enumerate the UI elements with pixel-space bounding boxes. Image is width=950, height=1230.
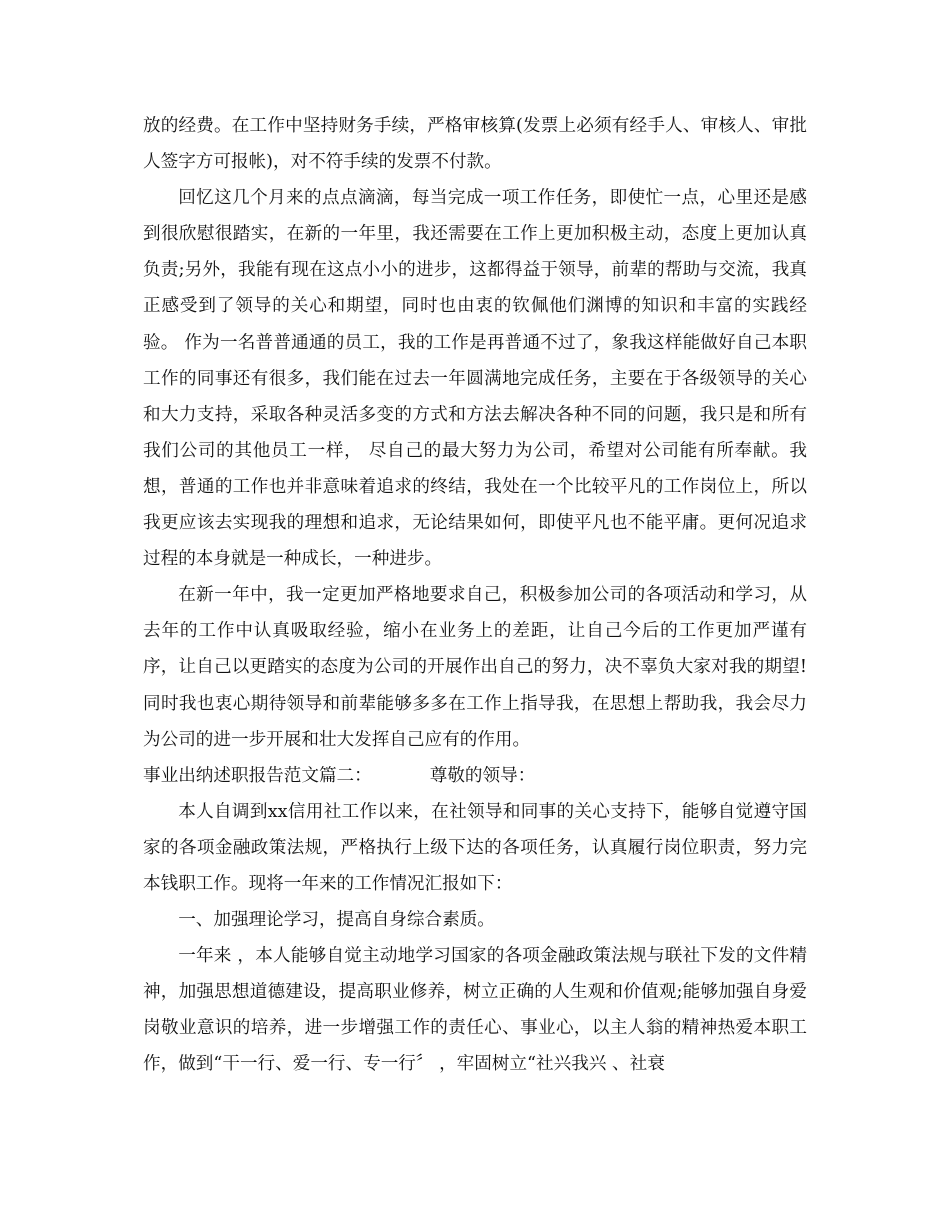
paragraph: 在新一年中，我一定更加严格地要求自己，积极参加公司的各项活动和学习，从去年的工作中认真吸取经验，缩小在业务上的差距，让自己今后的工作更加严谨有序，让自己以更踏实的态度为公司的开展作出自己的努力，决不辜负大家对我的期望!同时我也衷心期待领导和前辈能够多多在工作上指导我，在思想上帮助我，我会尽力为公司的进一步开展和壮大发挥自己应有的作用。 <box>143 585 807 750</box>
paragraph: 回忆这几个月来的点点滴滴，每当完成一项工作任务，即使忙一点，心里还是感到很欣慰很踏实，在新的一年里，我还需要在工作上更加积极主动，态度上更加认真负责;另外，我能有现在这点小小的进步，这都得益于领导，前辈的帮助与交流，我真正感受到了领导的关心和期望，同时也由衷的钦佩他们渊博的知识和丰富的实践经验。 作为一名普普通通的员工，我的工作是再普通不过了，象我这样能做好自己本职工作的同事还有很多，我们能在过去一年圆满地完成任务，主要在于各级领导的关心和大力支持，采取各种灵活多变的方式和方法去解决各种不同的问题，我只是和所有我们公司的其他员工一样， 尽自己的最大努力为公司，希望对公司能有所奉献。我想，普通的工作也并非意味着追求的终结，我处在一个比较平凡的工作岗位上，所以我更应该去实现我的理想和追求，无论结果如何，即使平凡也不能平庸。更何况追求过程的本身就是一种成长，一种进步。 <box>143 188 807 570</box>
section-heading-line <box>143 758 807 794</box>
document-body <box>143 108 807 1083</box>
salutation: 尊敬的领导： <box>429 765 536 786</box>
paragraph: 本人自调到xx信用社工作以来，在社领导和同事的关心支持下，能够自觉遵守国家的各项金融政策法规，严格执行上级下达的各项任务，认真履行岗位职责，努力完本钱职工作。现将一年来的工作情况汇报如下： <box>143 801 807 894</box>
paragraph: 放的经费。在工作中坚持财务手续，严格审核算(发票上必须有经手人、审核人、审批人签字方可报帐)，对不符手续的发票不付款。 <box>143 116 807 173</box>
paragraph: 一年来 ，本人能够自觉主动地学习国家的各项金融政策法规与联社下发的文件精神，加强思想道德建设，提高职业修养，树立正确的人生观和价值观;能够加强自身爱岗敬业意识的培养，进一步增强工作的责任心、事业心，以主人翁的精神热爱本职工作，做到“干一行、爱一行、专一行〞 ，牢固树立“社兴我兴 、社衰 <box>143 946 807 1075</box>
section-title: 事业出纳述职报告范文篇二： <box>143 765 372 786</box>
section-subheading: 一、加强理论学习，提高自身综合素质。 <box>178 910 495 931</box>
